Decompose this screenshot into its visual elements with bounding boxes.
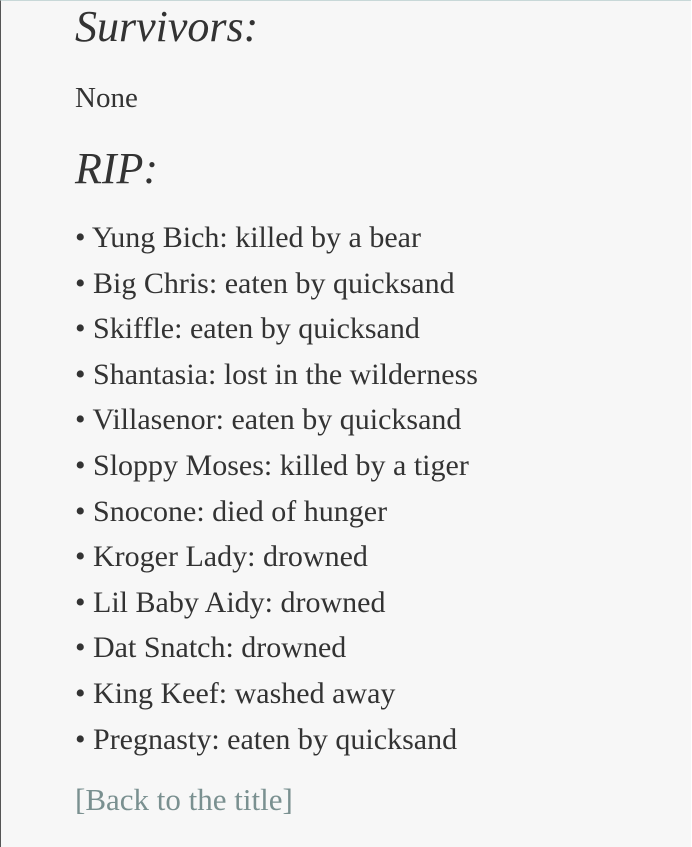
- back-to-title-link[interactable]: [Back to the title]: [75, 782, 293, 817]
- rip-list-item: • Villasenor: eaten by quicksand: [75, 403, 462, 437]
- survivors-text: None: [75, 82, 138, 114]
- rip-list-item: • Pregnasty: eaten by quicksand: [75, 722, 458, 756]
- rip-list-item: • Skiffle: eaten by quicksand: [75, 312, 420, 346]
- rip-list-item: • King Keef: washed away: [75, 676, 396, 710]
- rip-list-item: • Sloppy Moses: killed by a tiger: [75, 448, 469, 482]
- rip-list-item: • Yung Bich: killed by a bear: [75, 221, 421, 254]
- rip-list-item: • Dat Snatch: drowned: [75, 631, 347, 665]
- rip-list-item: • Shantasia: lost in the wilderness: [75, 357, 478, 391]
- rip-list-item: • Kroger Lady: drowned: [75, 540, 368, 574]
- rip-list-item: • Big Chris: eaten by quicksand: [75, 266, 455, 300]
- rip-list-item: • Snocone: died of hunger: [75, 494, 388, 528]
- rip-heading: RIP:: [75, 144, 159, 193]
- survivors-heading: Survivors:: [75, 2, 259, 51]
- rip-list-item: • Lil Baby Aidy: drowned: [75, 585, 386, 619]
- rip-list: [75, 219, 478, 766]
